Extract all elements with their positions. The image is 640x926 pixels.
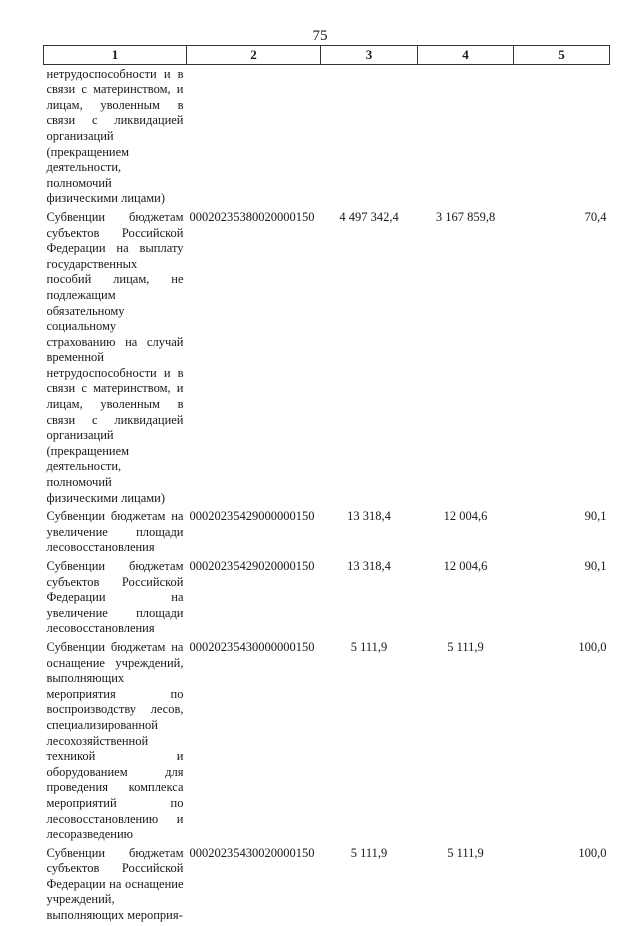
row-code: 00020235429000000150 [189,509,315,524]
page-number: 75 [312,28,328,44]
table-row [44,508,610,558]
column-header-5: 5 [514,46,610,65]
budget-table [43,45,610,926]
column-header-1: 1 [44,46,187,65]
row-name: нетрудоспособности и в связи с материнством, и лицам, уволенным в связи с ликвидацией организаций (прекращением деятельности, полномочий физическими лицами) [46,66,184,206]
row-value-3: 4 497 342,4 [339,209,399,224]
row-value-3 [321,64,418,209]
row-value-4: 12 004,6 [443,559,488,573]
row-value-4: 5 111,9 [447,639,484,654]
row-value-5: 100,0 [578,845,607,860]
row-code: 00020235430020000150 [189,845,315,860]
row-name: Субвенции бюджетам субъектов Российской Федерации на выплату государственных пособий лицам, не подлежащим обязательному социальному страхованию на случай временной нетрудоспособности и в связи с материнством, и лицам, уволенным в связи с ликвидацией организаций (прекращением деятельности, полномочий физическими лицами) [46,209,184,505]
row-code: 00020235429020000150 [189,559,315,573]
row-value-5: 90,1 [584,559,607,573]
column-header-2: 2 [187,46,321,65]
row-value-3: 13 318,4 [347,509,391,524]
table-row [44,558,610,639]
row-value-5: 100,0 [578,639,607,654]
row-code [187,64,321,209]
row-value-5 [514,64,610,209]
column-header-4: 4 [418,46,514,65]
row-value-4: 12 004,6 [443,509,488,524]
row-name: Субвенции бюджетам субъектов Российской Федерации на оснащение учреждений, выполняющих мероприя- [46,845,184,923]
table-row [44,209,610,508]
row-value-3: 5 111,9 [350,845,388,860]
row-value-5: 70,4 [584,209,607,224]
row-value-4: 3 167 859,8 [435,209,496,224]
row-value-4: 5 111,9 [447,845,484,860]
row-name: Субвенции бюджетам на оснащение учреждений, выполняющих мероприятия по воспроизводству лесов, специализированной лесохозяйственной техникой и оборудованием для проведения комплекса мероприятий по лесовосстановлению и лесоразведению [46,639,184,842]
table-row [44,639,610,845]
row-value-3: 13 318,4 [347,559,391,573]
table-row [44,64,610,209]
row-name: Субвенции бюджетам на увеличение площади лесовосстановления [46,509,184,555]
column-header-3: 3 [321,46,418,65]
row-value-3: 5 111,9 [350,639,388,654]
row-code: 00020235430000000150 [189,639,315,654]
table-row [44,845,610,926]
row-name: Субвенции бюджетам субъектов Российской Федерации на увеличение площади лесовосстановления [46,559,184,636]
row-value-4 [418,64,514,209]
row-code: 00020235380020000150 [189,209,315,224]
table-header-row [44,46,610,65]
row-value-5: 90,1 [584,509,607,524]
